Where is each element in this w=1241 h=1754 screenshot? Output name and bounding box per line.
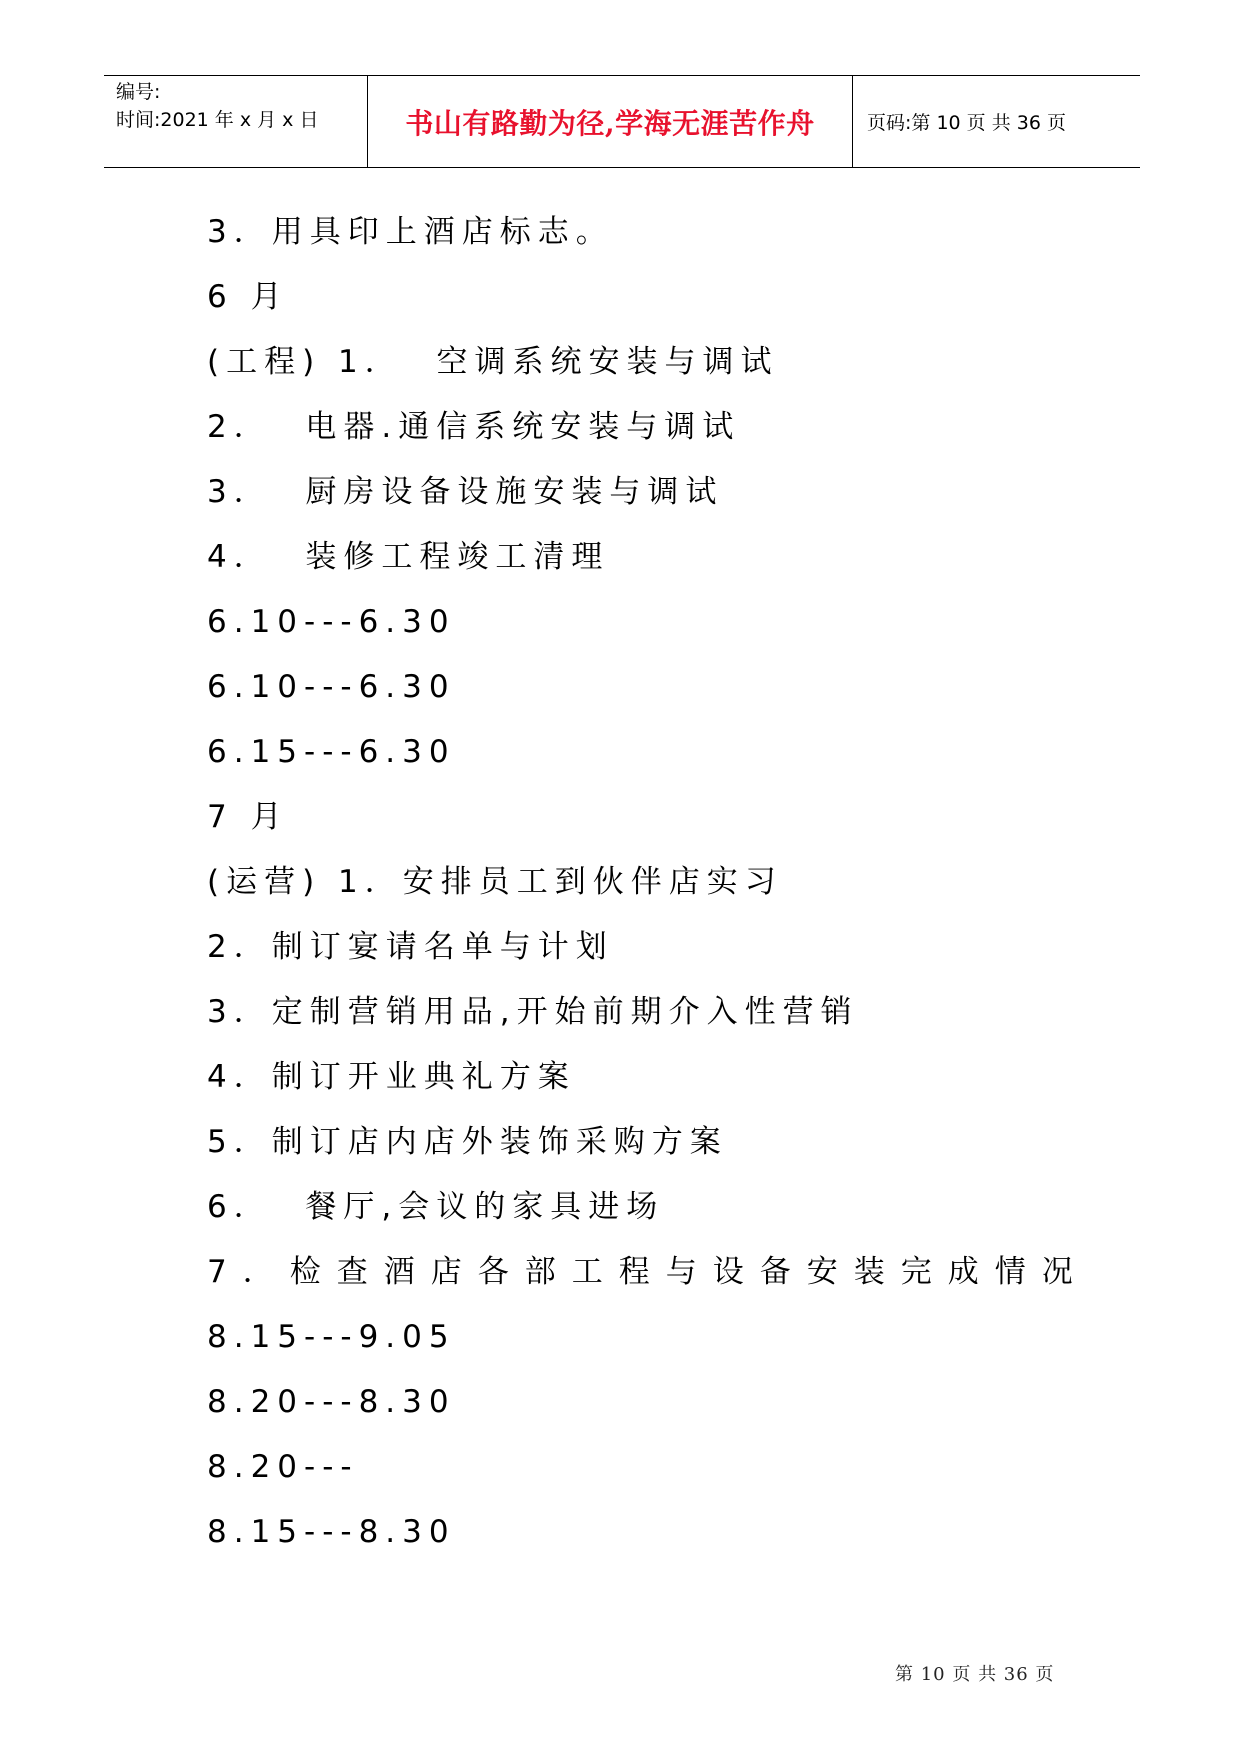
- text-line: (运营) 1．安排员工到伙伴店实习: [207, 864, 783, 900]
- time-label: 时间:2021 年 x 月 x 日: [116, 109, 319, 131]
- header-meta: [104, 76, 368, 167]
- date-range: 8.15---9.05: [207, 1319, 456, 1355]
- header-page-info: [853, 76, 1140, 167]
- page-header: [104, 75, 1140, 168]
- serial-label: 编号:: [116, 81, 161, 103]
- text-line: 3．定制营销用品,开始前期介入性营销: [207, 994, 859, 1030]
- text-line: 7．检查酒店各部工程与设备安装完成情况: [207, 1254, 1089, 1290]
- text-line: 2．制订宴请名单与计划: [207, 929, 614, 965]
- header-motto-cell: [368, 76, 853, 167]
- text-line: 3． 厨房设备设施安装与调试: [207, 474, 724, 510]
- text-line: 3．用具印上酒店标志。: [207, 214, 614, 250]
- date-range: 6.10---6.30: [207, 604, 456, 640]
- month-heading: 7 月: [207, 799, 289, 835]
- text-line: (工程) 1． 空调系统安装与调试: [207, 344, 779, 380]
- page-footer: 第 10 页 共 36 页: [895, 1664, 1055, 1685]
- date-range: 8.20---: [207, 1449, 359, 1485]
- page-info: 页码:第 10 页 共 36 页: [867, 112, 1066, 134]
- date-range: 8.15---8.30: [207, 1514, 456, 1550]
- text-line: 4．制订开业典礼方案: [207, 1059, 576, 1095]
- document-body: [207, 200, 1107, 1565]
- motto: 书山有路勤为径,学海无涯苦作舟: [405, 106, 815, 140]
- text-line: 5．制订店内店外装饰采购方案: [207, 1124, 728, 1160]
- date-range: 6.15---6.30: [207, 734, 456, 770]
- text-line: 4． 装修工程竣工清理: [207, 539, 610, 575]
- month-heading: 6 月: [207, 279, 289, 315]
- date-range: 6.10---6.30: [207, 669, 456, 705]
- date-range: 8.20---8.30: [207, 1384, 456, 1420]
- text-line: 6． 餐厅,会议的家具进场: [207, 1189, 665, 1225]
- text-line: 2． 电器.通信系统安装与调试: [207, 409, 741, 445]
